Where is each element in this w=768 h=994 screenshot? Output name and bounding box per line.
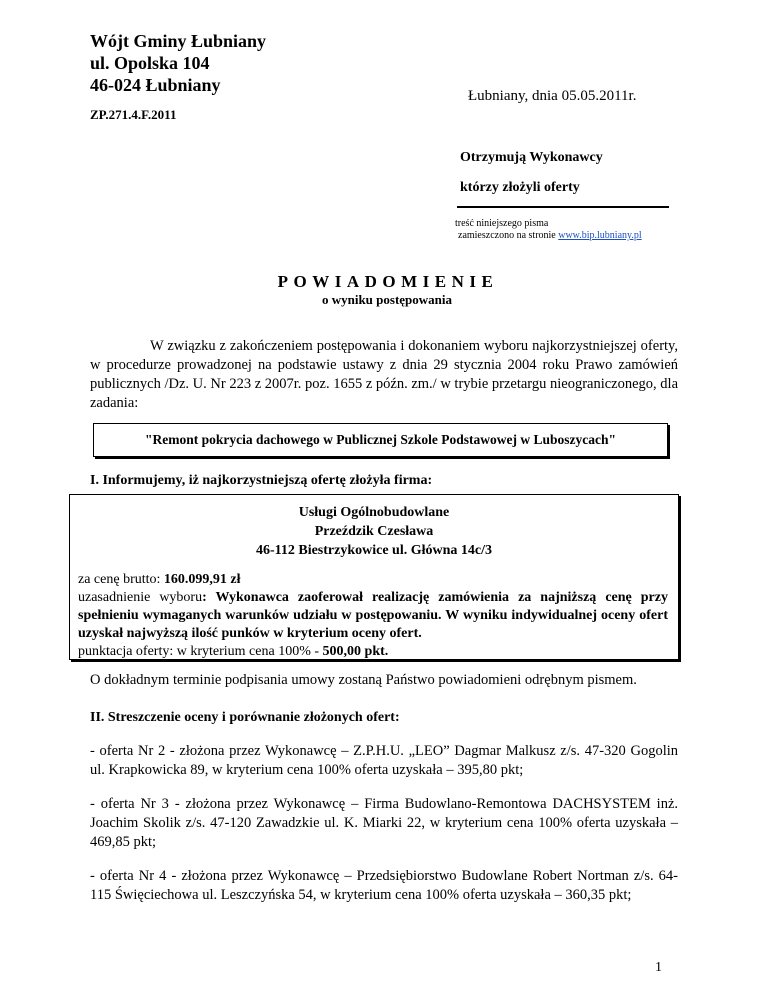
- offer-item: - oferta Nr 2 - złożona przez Wykonawcę – Z.P.H.U. „LEO” Dagmar Malkusz z/s. 47-320 Gogolin ul. Krapkowicka 89, w kryterium cena 100% oferta uzyskała – 395,80 pkt;: [90, 743, 678, 778]
- bip-link[interactable]: www.bip.lubniany.pl: [558, 230, 642, 241]
- sender-street: ul. Opolska 104: [90, 53, 210, 73]
- intro-paragraph: W związku z zakończeniem postępowania i dokonaniem wyboru najkorzystniejszej oferty, w procedurze prowadzonej na podstawie ustawy z dnia 29 stycznia 2004 roku Prawo zamówień publicznych /Dz. U. Nr 223 z 2007r. poz. 1655 z późn. zm./ w trybie przetargu nieograniczonego, dla zadania:: [90, 338, 679, 411]
- document-subtitle: o wyniku postępowania: [321, 292, 453, 307]
- price-value: 160.099,91 zł: [163, 572, 241, 587]
- offers-list: [90, 742, 678, 920]
- task-box: [93, 423, 668, 457]
- recipients-line-2: którzy złożyli oferty: [460, 180, 580, 195]
- reference-number: ZP.271.4.F.2011: [90, 107, 177, 122]
- score-value: 500,00 pkt.: [322, 644, 389, 659]
- publication-note-prefix: zamieszczono na stronie: [458, 230, 559, 241]
- score-row: [78, 643, 668, 661]
- justification-text: : Wykonawca zaoferował realizację zamówienia za najniższą cenę przy spełnieniu wymaganych warunków udziału w postępowaniu. W wyniku indywidualnej oceny ofert uzyskał najwyższą ilość punków w kryterium oceny ofert.: [78, 590, 668, 641]
- recipients: [460, 150, 603, 210]
- page-number: 1: [655, 960, 662, 975]
- score-label: punktacja oferty: w kryterium cena 100% -: [78, 644, 323, 659]
- recipients-divider: [457, 206, 669, 208]
- price-label: za cenę brutto:: [78, 572, 164, 587]
- task-title: "Remont pokrycia dachowego w Publicznej Szkole Podstawowej w Luboszycach": [145, 432, 616, 447]
- recipients-line-1: Otrzymują Wykonawcy: [460, 150, 603, 165]
- sender-address: [90, 30, 266, 96]
- section-1-heading: I. Informujemy, iż najkorzystniejszą ofertę złożyła firma:: [90, 473, 433, 488]
- winner-company: [70, 503, 678, 560]
- price-row: [78, 571, 668, 589]
- winner-line-1: Usługi Ogólnobudowlane: [298, 505, 450, 520]
- document-title: POWIADOMIENIE: [277, 272, 499, 291]
- document-date: Łubniany, dnia 05.05.2011r.: [468, 88, 637, 104]
- offer-item: - oferta Nr 4 - złożona przez Wykonawcę – Przedsiębiorstwo Budowlane Robert Nortman z/s. 64-115 Święciechowa ul. Leszczyńska 54, w kryterium cena 100% oferta uzyskała – 360,35 pkt;: [90, 868, 678, 903]
- winner-line-2: Przeździk Czesława: [314, 524, 434, 539]
- winner-details: [78, 571, 668, 661]
- publication-note-line-1: treść niniejszego pisma: [455, 218, 549, 229]
- offer-item: - oferta Nr 3 - złożona przez Wykonawcę – Firma Budowlano-Remontowa DACHSYSTEM inż. Joachim Skolik z/s. 47-120 Zawadzkie ul. K. Miarki 22, w kryterium cena 100% oferta uzyskała – 469,85 pkt;: [90, 796, 678, 850]
- winner-line-3: 46-112 Biestrzykowice ul. Główna 14c/3: [255, 543, 493, 558]
- sender-name: Wójt Gminy Łubniany: [90, 31, 267, 51]
- justification-row: [78, 589, 668, 643]
- justification-label: uzasadnienie wyboru: [78, 590, 203, 605]
- winner-box: [69, 494, 679, 660]
- section-2-heading: II. Streszczenie oceny i porównanie złożonych ofert:: [90, 710, 400, 725]
- publication-note-line-2: [455, 230, 642, 242]
- publication-note: [455, 218, 642, 242]
- sender-city: 46-024 Łubniany: [90, 75, 221, 95]
- contract-note: O dokładnym terminie podpisania umowy zostaną Państwo powiadomieni odrębnym pismem.: [90, 672, 637, 688]
